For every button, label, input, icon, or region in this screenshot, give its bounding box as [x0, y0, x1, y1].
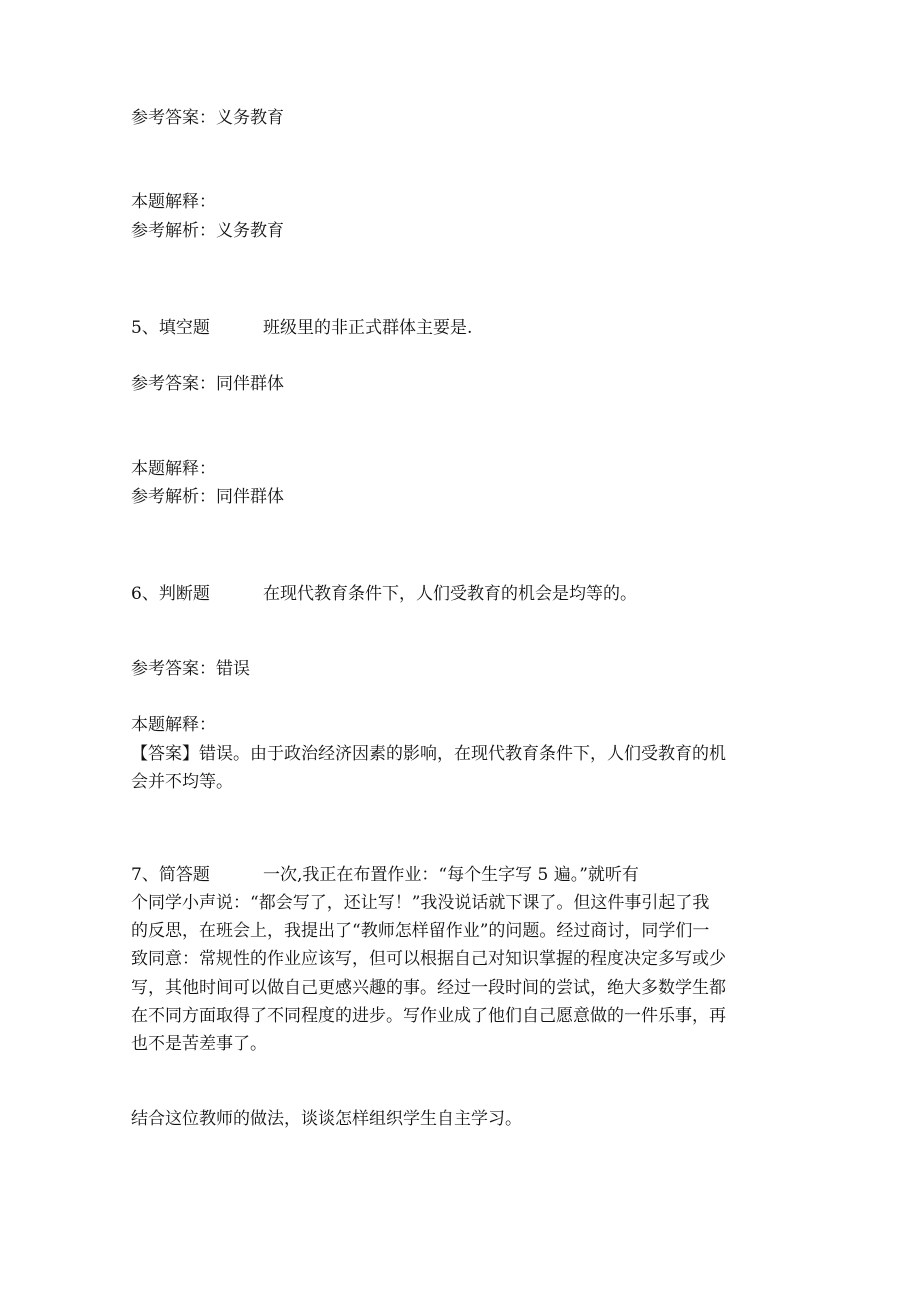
q6-explain-line-1: 【答案】错误。由于政治经济因素的影响，在现代教育条件下，人们受教育的机 — [131, 744, 726, 764]
q7-stem-line: 在不同方面取得了不同程度的进步。写作业成了他们自己愿意做的一件乐事，再 — [131, 1006, 726, 1026]
q5-analysis: 参考解析：同伴群体 — [131, 487, 284, 507]
q4-explain-label: 本题解释： — [131, 192, 216, 212]
q4-answer: 参考答案：义务教育 — [131, 108, 284, 128]
q5-stem: 班级里的非正式群体主要是. — [263, 318, 473, 338]
q6-explain-line-2: 会并不均等。 — [131, 772, 233, 792]
q7-stem-line: 的反思，在班会上，我提出了“教师怎样留作业”的问题。经过商讨，同学们一 — [131, 921, 710, 941]
q6-type: 6、判断题 — [131, 584, 210, 604]
q7-stem-first: 一次,我正在布置作业：“每个生字写 5 遍。”就听有 — [263, 865, 639, 885]
q6-stem: 在现代教育条件下，人们受教育的机会是均等的。 — [263, 584, 637, 604]
q5-type: 5、填空题 — [131, 318, 210, 338]
q7-type: 7、简答题 — [131, 865, 210, 885]
q5-explain-label: 本题解释： — [131, 459, 216, 479]
q5-header — [131, 316, 472, 340]
q7-stem-line: 个同学小声说：“都会写了，还让写！”我没说话就下课了。但这件事引起了我 — [131, 893, 710, 913]
q5-answer: 参考答案：同伴群体 — [131, 374, 284, 394]
q7-header — [131, 863, 639, 887]
q7-stem-line: 致同意：常规性的作业应该写，但可以根据自己对知识掌握的程度决定多写或少 — [131, 949, 726, 969]
q4-analysis: 参考解析：义务教育 — [131, 221, 284, 241]
q7-stem-line: 写，其他时间可以做自己更感兴趣的事。经过一段时间的尝试，绝大多数学生都 — [131, 978, 726, 998]
q7-prompt: 结合这位教师的做法，谈谈怎样组织学生自主学习。 — [131, 1109, 522, 1129]
q6-explain-label: 本题解释： — [131, 715, 216, 735]
q7-stem-line: 也不是苦差事了。 — [131, 1034, 267, 1054]
q6-header — [131, 582, 637, 606]
q6-answer: 参考答案：错误 — [131, 659, 250, 679]
